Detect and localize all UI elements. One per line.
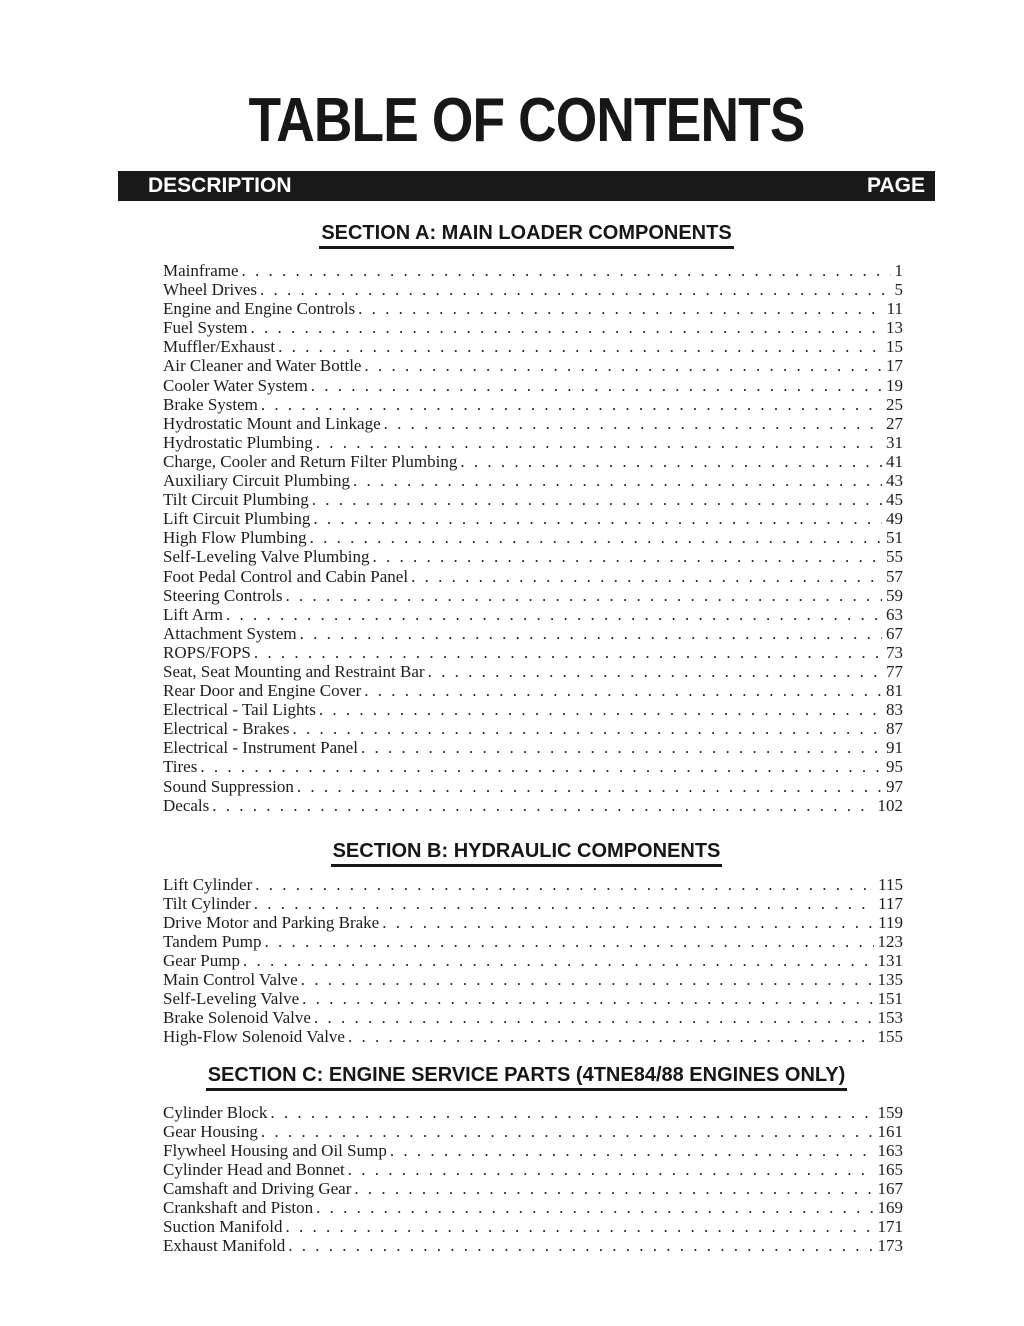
toc-entry-label: Brake System (163, 394, 258, 414)
toc-entry-page: 165 (877, 1159, 903, 1179)
toc-entry-label: Lift Cylinder (163, 874, 253, 894)
toc-entry-label: Muffler/Exhaust (163, 337, 276, 357)
dot-leader (354, 1179, 873, 1198)
dot-leader (288, 1236, 873, 1255)
toc-entry-page: 173 (877, 1236, 903, 1256)
toc-entry-page: 13 (886, 318, 903, 338)
toc-entry-label: Self-Leveling Valve (163, 989, 300, 1009)
toc-entry (163, 547, 903, 566)
toc-entry (163, 796, 903, 815)
toc-entry-label: Lift Circuit Plumbing (163, 509, 311, 529)
toc-entry-page: 55 (886, 547, 903, 567)
toc-entry-page: 83 (886, 700, 903, 720)
toc-entry (163, 951, 903, 970)
toc-entry-page: 163 (877, 1140, 903, 1160)
toc-entry-label: High Flow Plumbing (163, 528, 307, 548)
toc-entry (163, 528, 903, 547)
toc-entry (163, 1236, 903, 1255)
toc-entry-label: Tilt Circuit Plumbing (163, 490, 309, 510)
toc-entry-label: Flywheel Housing and Oil Sump (163, 1140, 387, 1160)
dot-leader (364, 356, 882, 375)
toc-entry-page: 67 (886, 623, 903, 643)
dot-leader (300, 624, 882, 643)
dot-leader (411, 567, 882, 586)
dot-leader (364, 681, 882, 700)
header-bar (118, 171, 935, 201)
dot-leader (358, 299, 882, 318)
toc-entry-label: Electrical - Brakes (163, 719, 290, 739)
toc-entry (163, 318, 903, 337)
dot-leader (261, 1122, 874, 1141)
toc-entry (163, 989, 903, 1008)
dot-leader (212, 796, 873, 815)
toc-entry (163, 624, 903, 643)
toc-entry-label: Auxiliary Circuit Plumbing (163, 471, 350, 491)
toc-entry-label: Self-Leveling Valve Plumbing (163, 547, 370, 567)
dot-leader (373, 547, 883, 566)
toc-entry-page: 153 (877, 1008, 903, 1028)
toc-entry-label: Electrical - Instrument Panel (163, 738, 358, 758)
dot-leader (319, 700, 882, 719)
toc-entry-label: Suction Manifold (163, 1217, 283, 1237)
dot-leader (316, 433, 882, 452)
section-heading-text: SECTION A: MAIN LOADER COMPONENTS (319, 221, 733, 249)
toc-entry-label: Decals (163, 795, 210, 815)
toc-entry-label: Engine and Engine Controls (163, 299, 356, 319)
toc-entry (163, 261, 903, 280)
header-bar-page-label: PAGE (867, 174, 925, 197)
toc-entry-label: Electrical - Tail Lights (163, 700, 316, 720)
toc-entry (163, 913, 903, 932)
toc-entry-page: 87 (886, 719, 903, 739)
toc-entry (163, 1027, 903, 1046)
toc-entry-page: 131 (877, 951, 903, 971)
toc-entry-page: 123 (877, 932, 903, 951)
dot-leader (311, 376, 882, 395)
section-heading (118, 1063, 935, 1091)
toc-entry (163, 452, 903, 471)
dot-leader (285, 1217, 873, 1236)
toc-entry-page: 119 (878, 912, 903, 932)
toc-entry (163, 1141, 903, 1160)
toc-entry (163, 777, 903, 796)
toc-entry-page: 63 (886, 604, 903, 624)
dot-leader (302, 989, 873, 1008)
toc-entry (163, 738, 903, 757)
toc-entry-page: 102 (877, 795, 903, 815)
toc-entry (163, 1008, 903, 1027)
toc-entry-page: 155 (877, 1027, 903, 1047)
toc-entry-page: 11 (886, 299, 903, 319)
toc-entry-label: Tilt Cylinder (163, 893, 251, 913)
dot-leader (348, 1160, 874, 1179)
toc-entry-label: Charge, Cooler and Return Filter Plumbing (163, 451, 458, 471)
section-heading-text: SECTION B: HYDRAULIC COMPONENTS (331, 839, 723, 867)
toc-entry (163, 356, 903, 375)
toc-entry-label: Brake Solenoid Valve (163, 1008, 311, 1028)
toc-entry-label: Seat, Seat Mounting and Restraint Bar (163, 661, 425, 681)
dot-leader (255, 875, 874, 894)
toc-sections (118, 201, 935, 1255)
toc-entry (163, 337, 903, 356)
dot-leader (428, 662, 882, 681)
toc-entry-page: 15 (886, 337, 903, 357)
toc-entry (163, 875, 903, 894)
dot-leader (313, 509, 882, 528)
toc-entry (163, 662, 903, 681)
toc-entry-label: High-Flow Solenoid Valve (163, 1027, 345, 1047)
toc-entry-page: 117 (878, 893, 903, 913)
dot-leader (242, 261, 891, 280)
section-heading (118, 839, 935, 867)
toc-entry-label: Mainframe (163, 261, 239, 280)
toc-entry-page: 95 (886, 757, 903, 777)
toc-entry (163, 894, 903, 913)
toc-entry-label: Rear Door and Engine Cover (163, 681, 362, 701)
toc-entry-label: Cylinder Block (163, 1102, 268, 1122)
dot-leader (384, 414, 882, 433)
toc-entry-label: Exhaust Manifold (163, 1236, 286, 1256)
toc-entry-page: 81 (886, 681, 903, 701)
toc-entry-label: Gear Housing (163, 1121, 258, 1141)
dot-leader (314, 1008, 874, 1027)
dot-leader (312, 490, 882, 509)
toc-entry-label: Main Control Valve (163, 970, 298, 990)
dot-leader (254, 643, 882, 662)
toc-entry-page: 25 (886, 394, 903, 414)
dot-leader (226, 605, 882, 624)
toc-entry (163, 433, 903, 452)
toc-entry-page: 135 (877, 970, 903, 990)
toc-entry-page: 31 (886, 432, 903, 452)
toc-entry (163, 1103, 903, 1122)
dot-leader (460, 452, 882, 471)
toc-entry-label: Gear Pump (163, 951, 240, 971)
toc-entry-page: 49 (886, 509, 903, 529)
toc-entry-page: 41 (886, 451, 903, 471)
toc-entry-page: 77 (886, 661, 903, 681)
toc-entry-label: Cooler Water System (163, 375, 308, 395)
toc-entry-page: 27 (886, 413, 903, 433)
toc-entry (163, 567, 903, 586)
section-heading-text: SECTION C: ENGINE SERVICE PARTS (4TNE84/88 ENGINES ONLY) (206, 1063, 848, 1091)
dot-leader (285, 586, 882, 605)
dot-leader (264, 932, 873, 951)
toc-entry (163, 970, 903, 989)
toc-entry (163, 299, 903, 318)
toc-entry-label: Hydrostatic Mount and Linkage (163, 413, 381, 433)
toc-entry-page: 151 (877, 989, 903, 1009)
toc-entry-page: 91 (886, 738, 903, 758)
toc-entry-label: ROPS/FOPS (163, 642, 251, 662)
toc-entry (163, 376, 903, 395)
toc-entry (163, 1198, 903, 1217)
toc-entry (163, 1160, 903, 1179)
dot-leader (260, 280, 891, 299)
toc-entry-label: Hydrostatic Plumbing (163, 432, 313, 452)
dot-leader (353, 471, 882, 490)
toc-entry-label: Fuel System (163, 318, 248, 338)
toc-entry-label: Tires (163, 757, 198, 777)
toc-entry-label: Lift Arm (163, 604, 223, 624)
toc-entry-page: 97 (886, 776, 903, 796)
toc-entry-label: Crankshaft and Piston (163, 1198, 314, 1218)
toc-entry-label: Tandem Pump (163, 932, 262, 951)
header-bar-description-label: DESCRIPTION (148, 174, 292, 197)
toc-entry-label: Sound Suppression (163, 776, 294, 796)
dot-leader (251, 318, 882, 337)
toc-entry-page: 5 (894, 280, 903, 300)
toc-entry-page: 45 (886, 490, 903, 510)
toc-entry-page: 51 (886, 528, 903, 548)
toc-entry (163, 1217, 903, 1236)
toc-entry-page: 43 (886, 471, 903, 491)
dot-leader (301, 970, 874, 989)
toc-entry-label: Foot Pedal Control and Cabin Panel (163, 566, 409, 586)
toc-entry (163, 586, 903, 605)
toc-entry-page: 171 (877, 1217, 903, 1237)
section-entries (118, 1103, 935, 1256)
section-entries (118, 261, 935, 815)
toc-entry (163, 757, 903, 776)
toc-entry (163, 280, 903, 299)
toc-entry (163, 1179, 903, 1198)
toc-entry-label: Attachment System (163, 623, 297, 643)
toc-entry-label: Air Cleaner and Water Bottle (163, 356, 362, 376)
toc-entry (163, 414, 903, 433)
toc-entry-page: 59 (886, 585, 903, 605)
dot-leader (310, 528, 882, 547)
toc-entry-page: 73 (886, 642, 903, 662)
page-title: TABLE OF CONTENTS (248, 86, 805, 155)
section-entries (118, 875, 935, 1047)
dot-leader (382, 913, 874, 932)
dot-leader (348, 1027, 874, 1046)
toc-entry-label: Cylinder Head and Bonnet (163, 1159, 345, 1179)
dot-leader (293, 719, 883, 738)
section-heading (118, 221, 935, 249)
toc-entry (163, 700, 903, 719)
dot-leader (297, 777, 882, 796)
toc-entry-page: 19 (886, 375, 903, 395)
toc-entry (163, 509, 903, 528)
dot-leader (270, 1103, 873, 1122)
toc-entry-page: 169 (877, 1198, 903, 1218)
toc-entry-label: Camshaft and Driving Gear (163, 1178, 352, 1198)
toc-entry (163, 643, 903, 662)
dot-leader (316, 1198, 873, 1217)
toc-entry-label: Wheel Drives (163, 280, 257, 300)
dot-leader (261, 395, 882, 414)
toc-entry (163, 1122, 903, 1141)
toc-entry (163, 719, 903, 738)
toc-entry (163, 932, 903, 951)
dot-leader (361, 738, 882, 757)
toc-entry-label: Steering Controls (163, 585, 283, 605)
toc-entry-page: 167 (877, 1178, 903, 1198)
toc-entry (163, 395, 903, 414)
toc-entry (163, 605, 903, 624)
toc-entry (163, 681, 903, 700)
toc-entry (163, 471, 903, 490)
toc-entry (163, 490, 903, 509)
toc-entry-page: 159 (877, 1102, 903, 1122)
dot-leader (278, 337, 882, 356)
toc-entry-page: 57 (886, 566, 903, 586)
dot-leader (243, 951, 874, 970)
toc-entry-label: Drive Motor and Parking Brake (163, 912, 380, 932)
toc-entry-page: 161 (877, 1121, 903, 1141)
dot-leader (390, 1141, 874, 1160)
toc-entry-page: 17 (886, 356, 903, 376)
dot-leader (254, 894, 874, 913)
toc-entry-page: 115 (878, 874, 903, 894)
toc-entry-page: 1 (894, 261, 903, 280)
dot-leader (200, 757, 882, 776)
